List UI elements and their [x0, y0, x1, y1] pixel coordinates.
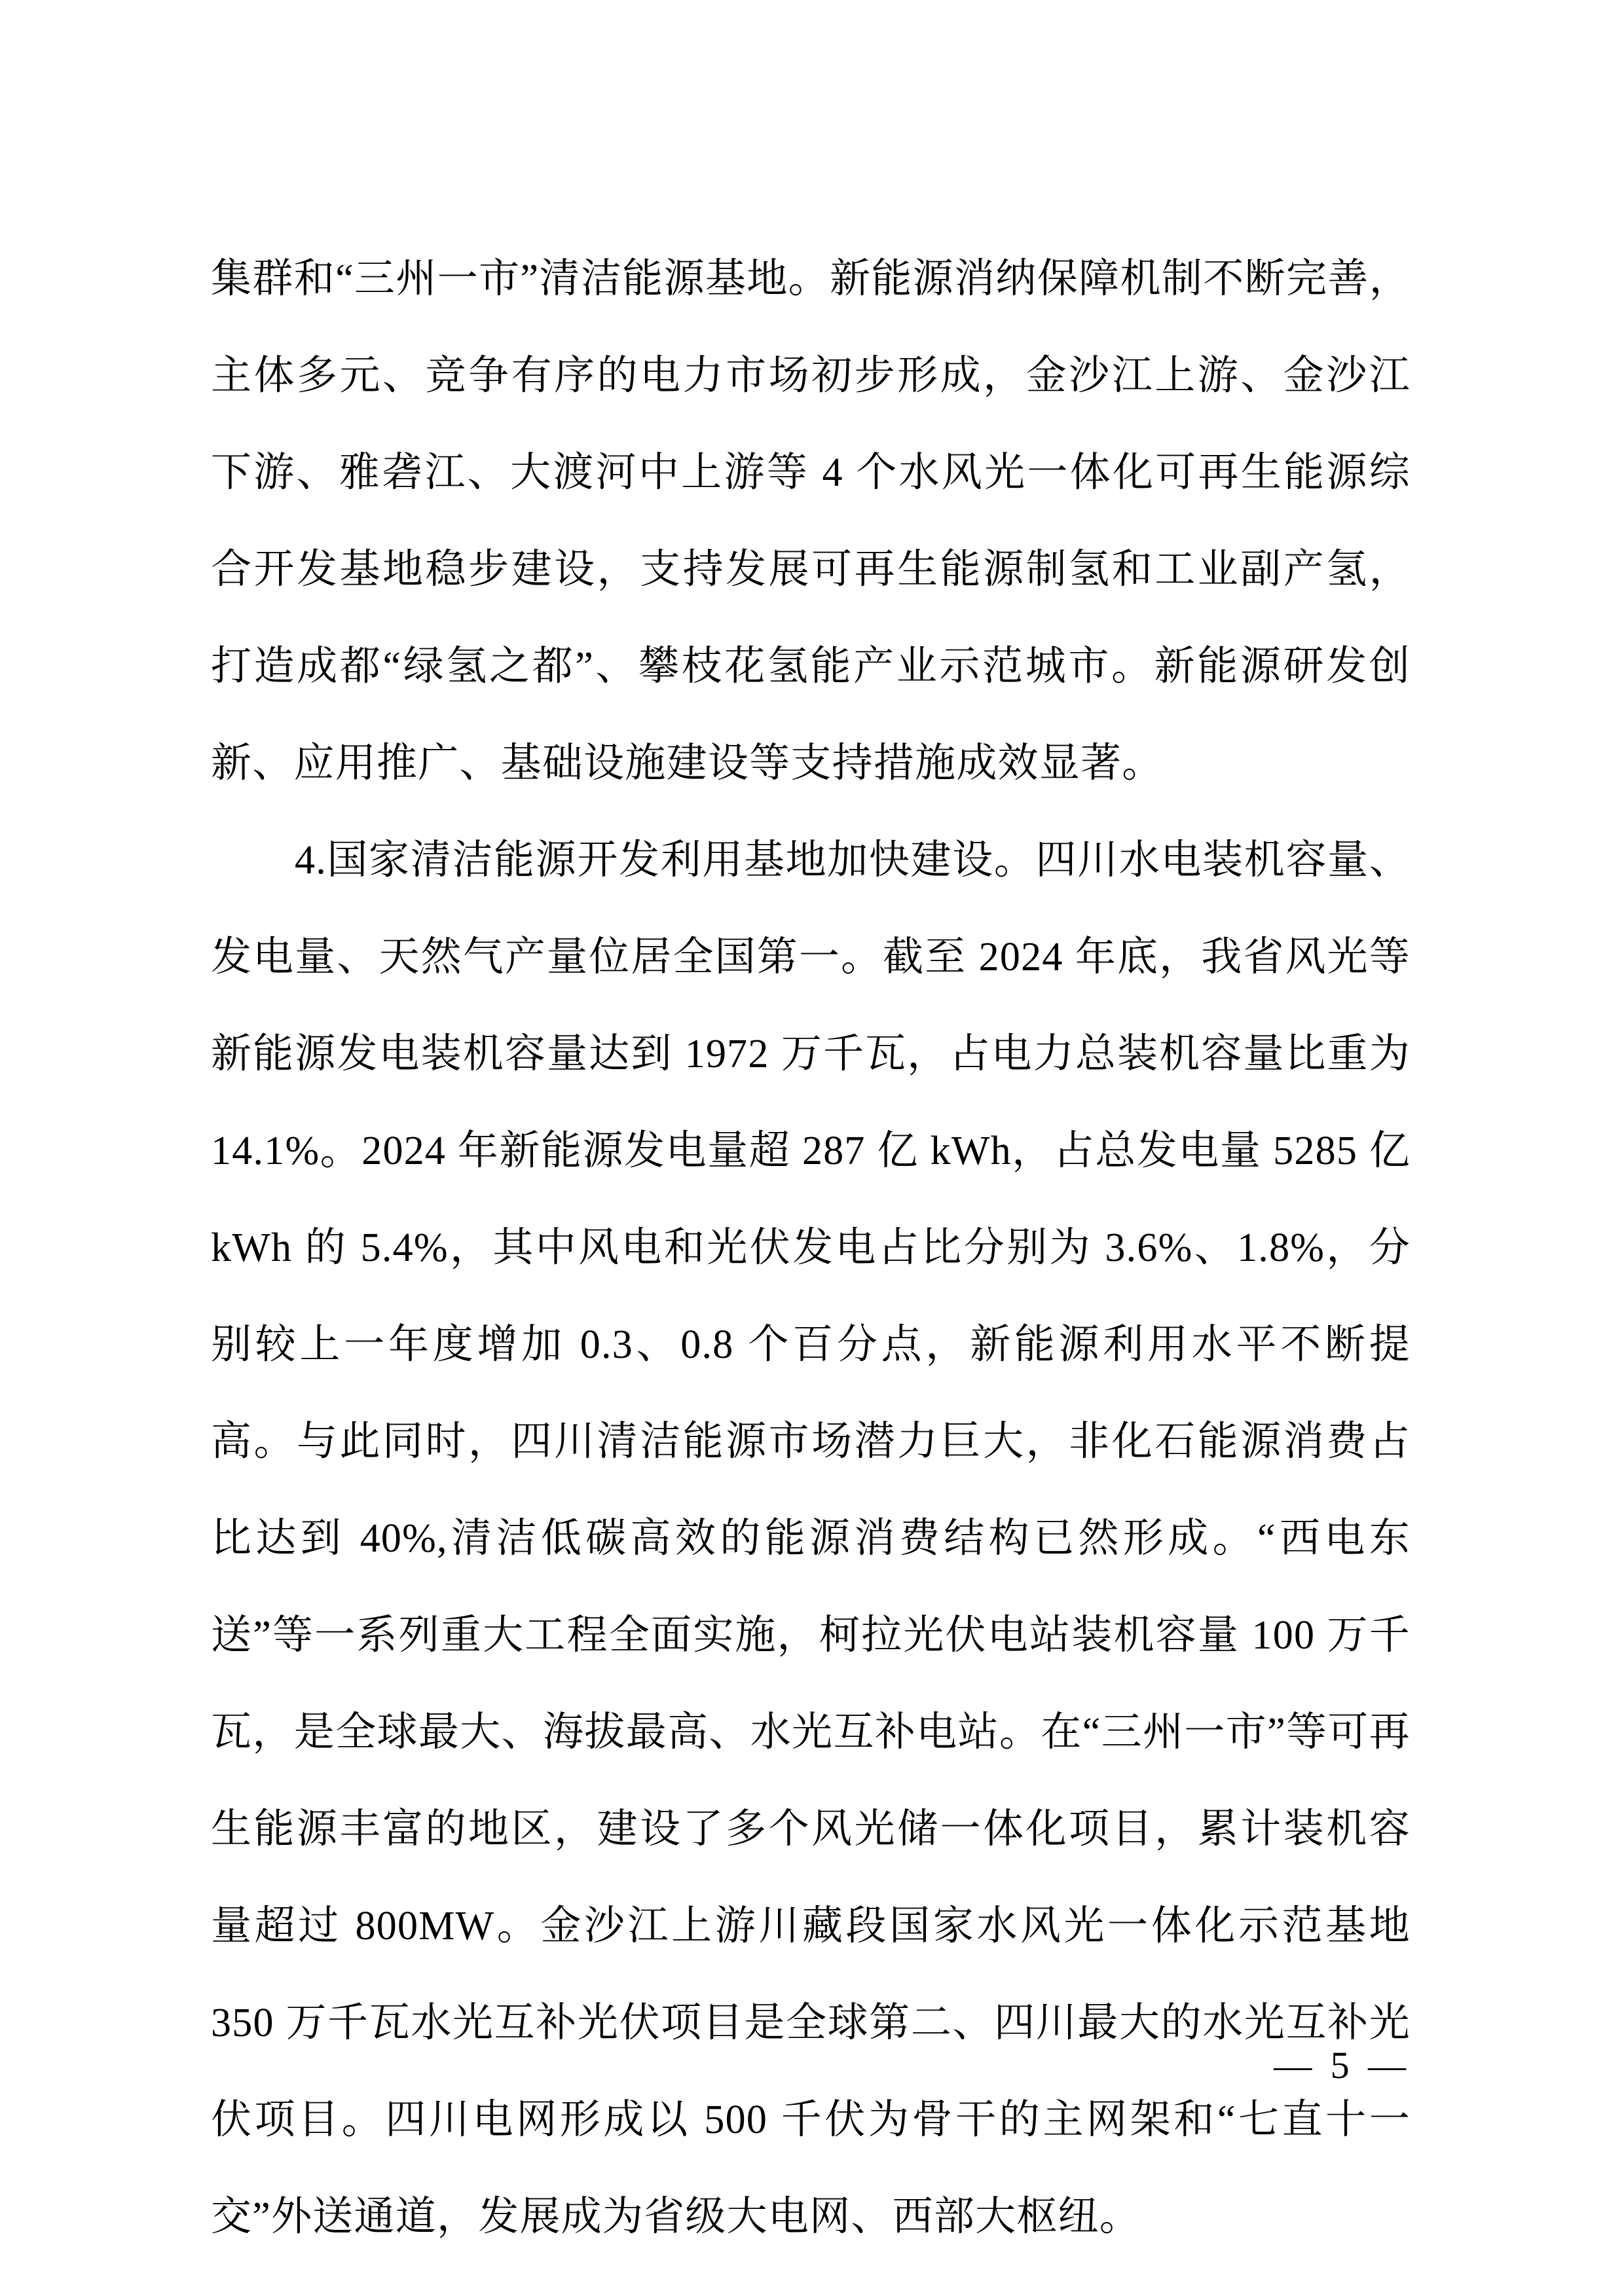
paragraph-continuation: 集群和“三州一市”清洁能源基地。新能源消纳保障机制不断完善，主体多元、竞争有序的电力市场初步形成，金沙江上游、金沙江下游、雅砻江、大渡河中上游等 4 个水风光一体化可再生能源综合开发基地稳步建设，支持发展可再生能源制氢和工业副产氢，打造成都“绿氢之都”、攀枝花氢能产业示范城市。新能源研发创新、应用推广、基础设施建设等支持措施成效显著。 [211, 257, 1411, 786]
page-number-footer: — 5 — [1274, 2044, 1411, 2086]
paragraph-item-4: 4.国家清洁能源开发利用基地加快建设。四川水电装机容量、发电量、天然气产量位居全国第一。截至 2024 年底，我省风光等新能源发电装机容量达到 1972 万千瓦，占电力总装机容量比重为 14.1%。2024 年新能源发电量超 287 亿 kWh，占总发电量 5285 亿 kWh 的 5.4%，其中风电和光伏发电占比分别为 3.6%、1.8%，分别较上一年度增加 0.3、0.8 个百分点，新能源利用水平不断提高。与此同时，四川清洁能源市场潜力巨大，非化石能源消费占比达到 40%,清洁低碳高效的能源消费结构已然形成。“西电东送”等一系列重大工程全面实施，柯拉光伏电站装机容量 100 万千瓦，是全球最大、海拔最高、水光互补电站。在“三州一市”等可再生能源丰富的地区，建设了多个风光储一体化项目，累计装机容量超过 800MW。金沙江上游川藏段国家水风光一体化示范基地 350 万千瓦水光互补光伏项目是全球第二、四川最大的水光互补光伏项目。四川电网形成以 500 千伏为骨干的主网架和“七直十一交”外送通道，发展成为省级大电网、西部大枢纽。 [211, 838, 1411, 2239]
body-text-column [211, 230, 1411, 2265]
